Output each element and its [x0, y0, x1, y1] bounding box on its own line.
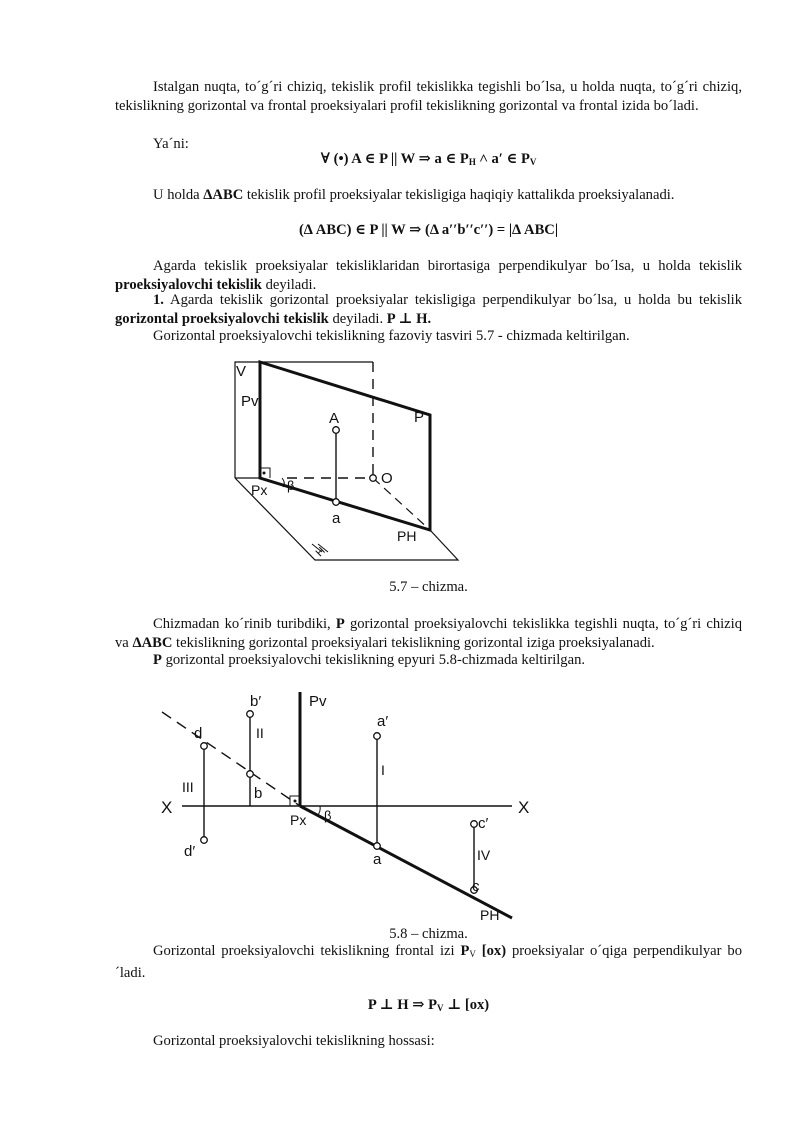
- label-I: I: [381, 762, 385, 778]
- label-X-right: X: [518, 798, 530, 817]
- label-H: H: [313, 545, 328, 560]
- label-X-left: X: [161, 798, 173, 817]
- point-a1: [374, 733, 381, 740]
- paragraph-9: Gorizontal proeksiyalovchi tekislikning hossasi:: [153, 1033, 435, 1049]
- label-V: V: [236, 363, 247, 380]
- label-Pv: Pv: [241, 393, 259, 410]
- point-c1: [471, 821, 478, 828]
- label-Px: Px: [251, 482, 268, 498]
- label-a: a: [332, 510, 341, 527]
- paragraph-7: P gorizontal proeksiyalovchi tekislikning epyuri 5.8-chizmada keltirilgan.: [153, 652, 586, 668]
- label-Px: Px: [290, 812, 307, 828]
- paragraph-8: Gorizontal proeksiyalovchi tekislikning frontal izi $P_V$ [ox) proeksiyalar o´qiga perpendikulyar bo´ladi.: [115, 943, 742, 981]
- paragraph-2: U holda ΔABC tekislik profil proeksiyalar tekisligiga haqiqiy kattalikda proeksiyalanadi.: [153, 187, 675, 203]
- label-Pv: Pv: [309, 693, 327, 710]
- point-d1: [201, 837, 208, 844]
- label-c1: c′: [478, 815, 489, 832]
- yani-label: Ya´ni:: [153, 136, 189, 152]
- label-II: II: [256, 725, 264, 741]
- figure-5-8: [0, 680, 800, 930]
- label-d1: d′: [184, 843, 196, 860]
- point-A: [333, 427, 340, 434]
- caption-5-7: 5.7 – chizma.: [389, 579, 468, 595]
- label-beta: β: [324, 808, 332, 823]
- right-angle-dot: [263, 472, 266, 475]
- paragraph-6: Chizmadan ko´rinib turibdiki, P gorizontal proeksiyalovchi tekislikka tegishli nuqta, to´g´ri chiziq va ΔABC tekislikning gorizontal proeksiyalari tekislikning gorizontal iziga proeksiyalanadi.: [115, 616, 742, 651]
- paragraph-1: Istalgan nuqta, to´g´ri chiziq, tekislik profil tekislikka tegishli bo´lsa, u holda nuqta, to´g´ri chiziq, tekislikning gorizontal va frontal proeksiyalari profil tekislikning gorizontal va frontal izida bo´ladi.: [115, 79, 742, 114]
- label-beta: β: [287, 478, 295, 493]
- label-a1: a′: [377, 713, 389, 730]
- paragraph-5: Gorizontal proeksiyalovchi tekislikning fazoviy tasviri 5.7 - chizmada keltirilgan.: [153, 328, 630, 344]
- point-d: [201, 743, 208, 750]
- point-O: [370, 475, 377, 482]
- v-plane-outline: [235, 362, 373, 478]
- label-IV: IV: [477, 847, 491, 863]
- paragraph-4: 1. Agarda tekislik gorizontal proeksiyalar tekisligiga perpendikulyar bo´lsa, u holda bu tekislik gorizontal proeksiyalovchi tekislik deyiladi. P ⊥ H.: [115, 292, 742, 327]
- formula-2: (Δ ABC) ∈ P || W ⇒ (Δ a′′b′′c′′) = |Δ ABC|: [298, 222, 559, 238]
- label-A: A: [329, 410, 340, 427]
- label-a: a: [373, 851, 382, 868]
- label-c: c: [472, 878, 480, 895]
- p-plane: [260, 362, 430, 530]
- point-b1: [247, 711, 254, 718]
- point-a: [374, 843, 381, 850]
- label-O: O: [381, 470, 393, 487]
- label-d: d: [194, 725, 203, 742]
- right-angle-dot: [294, 800, 297, 803]
- point-b: [247, 771, 254, 778]
- h-plane-outline: [235, 478, 458, 560]
- label-Ph: PH: [480, 907, 500, 923]
- paragraph-3: Agarda tekislik proeksiyalar tekisliklaridan birortasiga perpendikulyar bo´lsa, u holda tekislik proeksiyalovchi tekislik deyiladi.: [115, 258, 742, 293]
- label-b1: b′: [250, 693, 262, 710]
- formula-1: ∀ (•) A ∈ P || W ⇒ a ∈ $P_H$ ˄ a′ ∈ $P_V$: [320, 151, 537, 167]
- point-a: [333, 499, 340, 506]
- figure-5-7: [0, 350, 800, 570]
- label-III: III: [182, 779, 194, 795]
- formula-3: P ⊥ H ⇒ $P_V$ ⊥ [ox): [367, 997, 490, 1013]
- label-b: b: [254, 785, 263, 802]
- caption-5-8: 5.8 – chizma.: [389, 926, 468, 942]
- label-Ph: PH: [397, 528, 417, 544]
- label-P: P: [414, 409, 425, 426]
